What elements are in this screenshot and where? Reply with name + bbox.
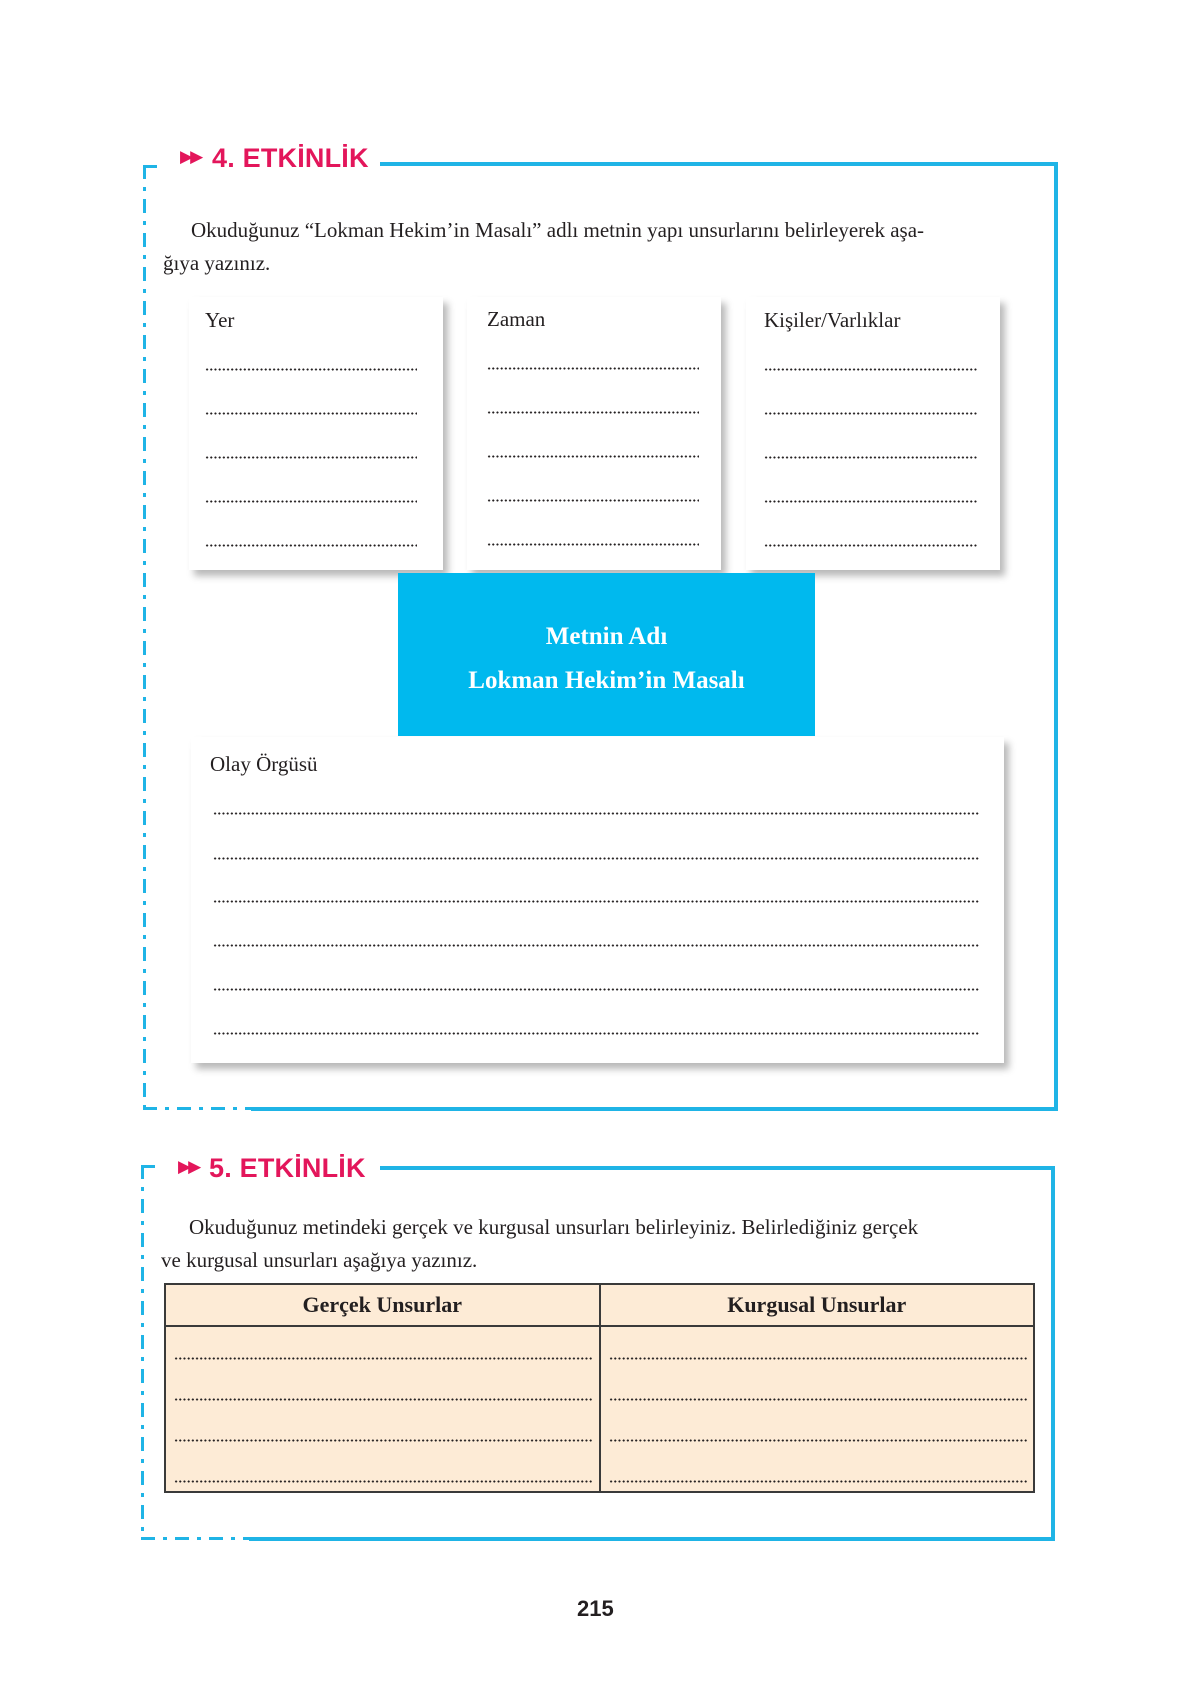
- frame-dash-left: [143, 165, 146, 1110]
- dotted-line[interactable]: [205, 544, 417, 547]
- frame-bottom-line: [251, 1107, 1058, 1111]
- dotted-line[interactable]: [213, 812, 979, 815]
- activity-5-instruction: [161, 1211, 1034, 1277]
- dotted-line[interactable]: [213, 900, 979, 903]
- header-gercek-unsurlar: Gerçek Unsurlar: [165, 1284, 600, 1326]
- dotted-line[interactable]: [487, 367, 699, 370]
- table-cell[interactable]: [165, 1409, 600, 1450]
- header-kurgusal-unsurlar: Kurgusal Unsurlar: [600, 1284, 1035, 1326]
- card-label-zaman: Zaman: [487, 307, 546, 331]
- dotted-line: [609, 1357, 1028, 1360]
- frame-dash-bottom-left: [141, 1537, 249, 1540]
- frame-right-line: [1051, 1166, 1055, 1541]
- dotted-line[interactable]: [213, 944, 979, 947]
- table-row: [165, 1409, 1034, 1450]
- table-header-row: [165, 1284, 1034, 1326]
- dotted-line[interactable]: [213, 988, 979, 991]
- activity-5-title: 5. ETKİNLİK: [209, 1153, 366, 1183]
- table-cell[interactable]: [165, 1326, 600, 1368]
- frame-top-line: [380, 1166, 1054, 1170]
- dotted-line: [174, 1439, 593, 1442]
- table-cell[interactable]: [600, 1326, 1035, 1368]
- card-yer: [189, 297, 443, 570]
- card-label-olay-orgusu: Olay Örgüsü: [210, 752, 318, 776]
- table-row: [165, 1326, 1034, 1368]
- dotted-line: [174, 1480, 593, 1483]
- text-title-heading: Metnin Adı: [545, 623, 668, 650]
- dotted-line[interactable]: [764, 500, 978, 503]
- card-kisiler-varliklar: [746, 297, 1000, 570]
- dotted-line[interactable]: [764, 544, 978, 547]
- frame-dash-top-left: [143, 165, 165, 168]
- activity-4-title: 4. ETKİNLİK: [212, 143, 369, 173]
- card-zaman: [467, 297, 721, 570]
- instruction-line-2: ğıya yazınız.: [163, 251, 271, 275]
- table-cell[interactable]: [600, 1450, 1035, 1492]
- double-arrow-icon: ▶▶: [178, 1157, 199, 1177]
- dotted-line: [609, 1480, 1028, 1483]
- instruction-line-1: Okuduğunuz “Lokman Hekim’in Masalı” adlı metnin yapı unsurlarını belirleyerek aşa-: [191, 218, 925, 242]
- activity-4-instruction: [163, 214, 1036, 280]
- dotted-line[interactable]: [205, 412, 417, 415]
- dotted-line[interactable]: [205, 456, 417, 459]
- card-label-yer: Yer: [205, 308, 235, 332]
- instruction-line-2: ve kurgusal unsurları aşağıya yazınız.: [161, 1248, 478, 1272]
- card-label-kisiler: Kişiler/Varlıklar: [764, 308, 901, 332]
- dotted-line[interactable]: [764, 456, 978, 459]
- table-row: [165, 1450, 1034, 1492]
- dotted-line[interactable]: [487, 499, 699, 502]
- dotted-line[interactable]: [213, 1032, 979, 1035]
- table-cell[interactable]: [600, 1409, 1035, 1450]
- frame-bottom-line: [249, 1537, 1055, 1541]
- dotted-line[interactable]: [487, 455, 699, 458]
- dotted-line[interactable]: [487, 543, 699, 546]
- frame-dash-top-left: [141, 1165, 163, 1168]
- dotted-line: [174, 1398, 593, 1401]
- frame-top-line: [380, 162, 1058, 166]
- dotted-line: [174, 1357, 593, 1360]
- instruction-line-1: Okuduğunuz metindeki gerçek ve kurgusal unsurları belirleyiniz. Belirlediğiniz gerçek: [189, 1215, 919, 1239]
- text-title-box: [398, 573, 815, 736]
- dotted-line: [609, 1398, 1028, 1401]
- table-cell[interactable]: [165, 1368, 600, 1409]
- dotted-line[interactable]: [205, 368, 417, 371]
- frame-right-line: [1054, 162, 1058, 1111]
- table-cell[interactable]: [165, 1450, 600, 1492]
- frame-dash-bottom-left: [143, 1107, 251, 1110]
- text-title-name: Lokman Hekim’in Masalı: [468, 667, 745, 694]
- dotted-line[interactable]: [487, 411, 699, 414]
- double-arrow-icon: ▶▶: [180, 147, 201, 167]
- table-row: [165, 1368, 1034, 1409]
- table-cell[interactable]: [600, 1368, 1035, 1409]
- dotted-line: [609, 1439, 1028, 1442]
- dotted-line[interactable]: [213, 857, 979, 860]
- frame-dash-left: [141, 1165, 144, 1540]
- units-table: [164, 1283, 1035, 1493]
- dotted-line[interactable]: [205, 500, 417, 503]
- card-olay-orgusu: [191, 737, 1004, 1063]
- dotted-line[interactable]: [764, 412, 978, 415]
- dotted-line[interactable]: [764, 368, 978, 371]
- page-number: 215: [577, 1596, 614, 1621]
